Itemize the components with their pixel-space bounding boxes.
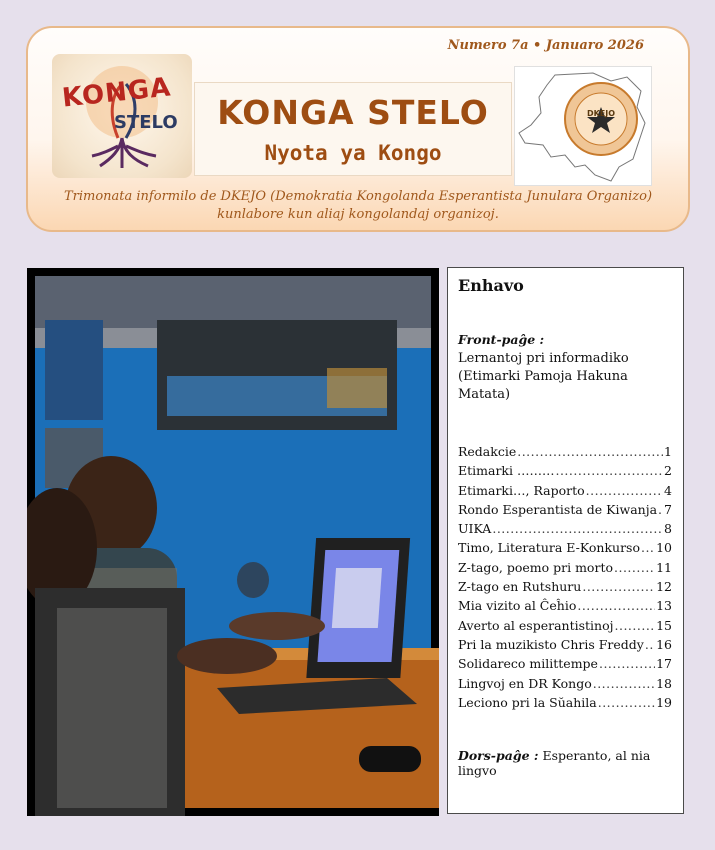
- toc-entry-title: Rondo Esperantista de Kiwanja: [458, 501, 658, 517]
- back-page-text: Esperanto, al nia lingvo: [458, 748, 651, 778]
- toc-leader-dots: [599, 656, 655, 671]
- table-of-contents: [447, 267, 684, 814]
- toc-entry[interactable]: [458, 463, 672, 482]
- toc-entry-title: Averto al esperantistinoj: [458, 617, 614, 633]
- toc-entry[interactable]: [458, 540, 672, 559]
- newsletter-subtitle: Nyota ya Kongo: [264, 141, 442, 165]
- toc-entry-page: 4: [664, 482, 672, 498]
- toc-entry[interactable]: [458, 483, 672, 502]
- toc-entry-title: Lingvoj en DR Kongo: [458, 675, 592, 691]
- toc-leader-dots: [492, 521, 663, 536]
- cover-photo: [27, 268, 439, 816]
- toc-entry-title: Etimarki…, Raporto: [458, 482, 585, 498]
- toc-entry-page: 16: [656, 636, 672, 652]
- toc-entry[interactable]: [458, 502, 672, 521]
- toc-entries: [458, 444, 672, 714]
- toc-leader-dots: [586, 483, 663, 498]
- toc-entry-page: 2: [664, 463, 672, 479]
- toc-leader-dots: [577, 598, 655, 613]
- toc-entry-title: UIKA: [458, 521, 492, 537]
- tagline-line-2: kunlabore kun aliaj kongolandaj organizoj.: [217, 207, 499, 222]
- front-page-description: Lernantoj pri informadiko (Etimarki Pamoja Hakuna Matata): [458, 351, 629, 402]
- toc-entry-title: Z-tago en Rutshuru: [458, 579, 582, 595]
- toc-entry[interactable]: [458, 695, 672, 714]
- toc-entry-title: Redakcie: [458, 444, 517, 459]
- toc-entry-title: Leciono pri la Sŭahila: [458, 694, 597, 710]
- toc-leader-dots: [645, 637, 655, 652]
- masthead: [26, 26, 690, 232]
- toc-entry-title: Mia vizito al Ĉeĥio: [458, 598, 577, 614]
- toc-entry-page: 17: [656, 656, 672, 672]
- toc-entry[interactable]: [458, 579, 672, 598]
- tagline-line-1: Trimonata informilo de DKEJO (Demokratia Kongolanda Esperantista Junulara Organizo): [63, 189, 653, 204]
- toc-entry-page: 1: [664, 444, 672, 459]
- congo-map-emblem: [514, 66, 652, 186]
- toc-entry-page: 11: [656, 559, 672, 575]
- toc-entry[interactable]: [458, 656, 672, 675]
- logo-text-stelo: STELO: [114, 112, 178, 133]
- newsletter-title: KONGA STELO: [217, 93, 489, 132]
- toc-entry[interactable]: [458, 618, 672, 637]
- toc-entry-title: Z-tago, poemo pri morto: [458, 559, 613, 575]
- title-box: [194, 82, 512, 176]
- toc-entry-page: 7: [664, 501, 672, 517]
- toc-entry[interactable]: [458, 560, 672, 579]
- toc-leader-dots: [614, 560, 655, 575]
- toc-leader-dots: [658, 502, 663, 517]
- issue-info: Numero 7a • Januaro 2026: [447, 38, 644, 53]
- toc-entry-page: 10: [656, 540, 672, 556]
- toc-entry-page: 13: [656, 598, 672, 614]
- toc-entry-title: Timo, Literatura E-Konkurso: [458, 540, 640, 556]
- toc-entry-title: Pri la muzikisto Chris Freddy: [458, 636, 644, 652]
- toc-heading: Enhavo: [458, 276, 524, 295]
- toc-entry-title: Etimarki ………: [458, 463, 555, 479]
- toc-entry[interactable]: [458, 444, 672, 463]
- back-page-line: [458, 748, 683, 778]
- toc-entry-page: 8: [664, 521, 672, 537]
- toc-entry-title: Solidareco milittempe: [458, 656, 598, 672]
- toc-entry-page: 12: [656, 579, 672, 595]
- konga-stelo-logo: [52, 54, 192, 178]
- toc-entry-page: 15: [656, 617, 672, 633]
- logo-text-konga: KONGA: [60, 72, 173, 114]
- toc-entry-page: 18: [656, 675, 672, 691]
- toc-leader-dots: [555, 463, 663, 478]
- front-page-label: Front-paĝe :: [458, 332, 545, 347]
- tagline: [28, 188, 688, 224]
- toc-entry[interactable]: [458, 521, 672, 540]
- toc-leader-dots: [641, 540, 655, 555]
- toc-leader-dots: [582, 579, 655, 594]
- back-page-label: Dors-paĝe :: [458, 748, 539, 763]
- toc-entry[interactable]: [458, 637, 672, 656]
- toc-leader-dots: [517, 444, 663, 459]
- emblem-label: DKEJO: [586, 109, 616, 118]
- toc-entry[interactable]: [458, 676, 672, 695]
- toc-entry[interactable]: [458, 598, 672, 617]
- toc-leader-dots: [598, 695, 655, 710]
- toc-entry-page: 19: [656, 694, 672, 710]
- toc-leader-dots: [593, 676, 655, 691]
- toc-leader-dots: [615, 618, 656, 633]
